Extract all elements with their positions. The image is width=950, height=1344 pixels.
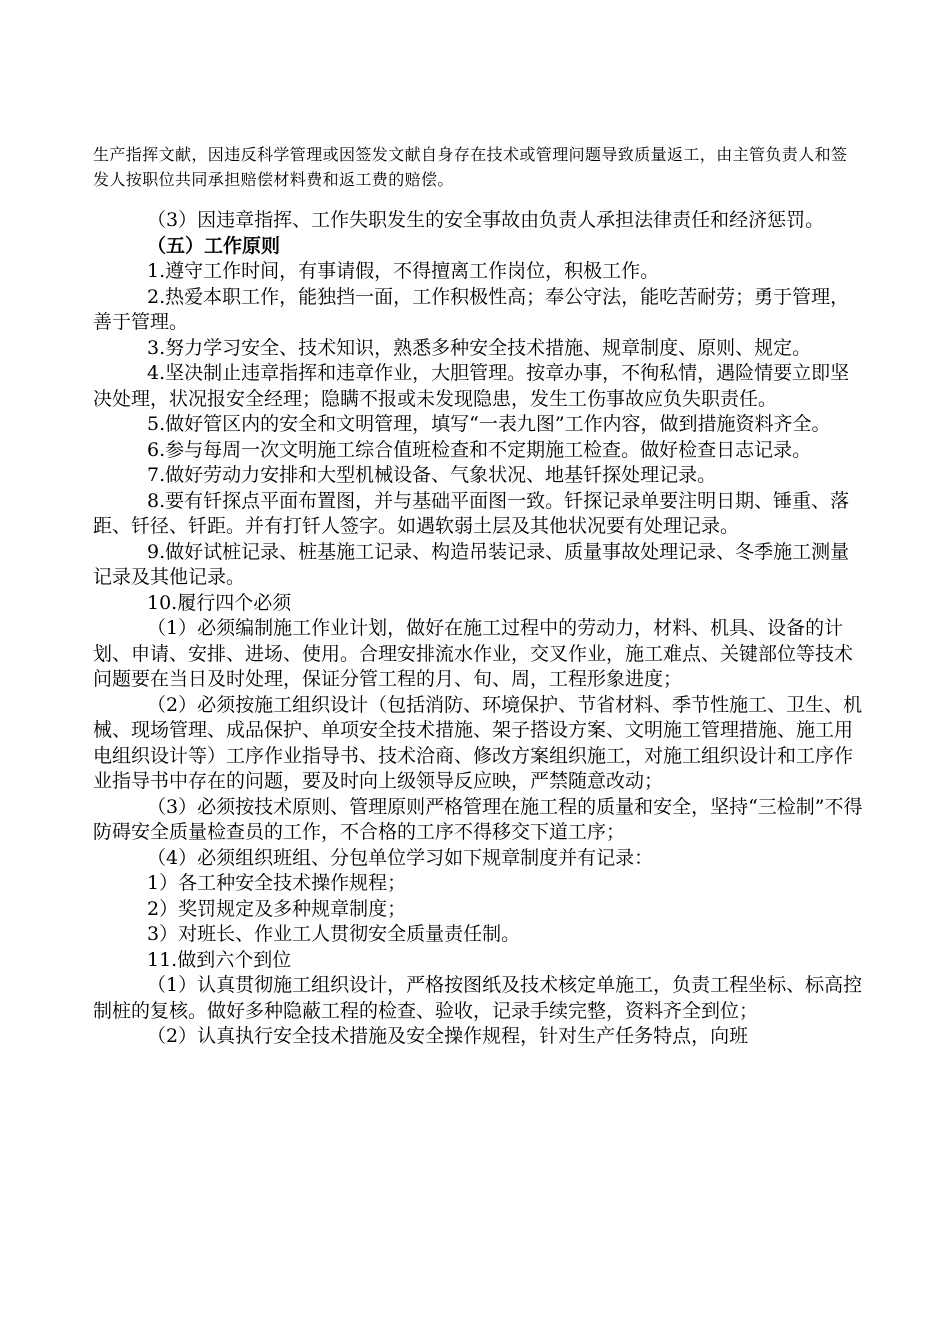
principle-5: 5.做好管区内的安全和文明管理，填写“一表九图”工作内容，做到措施资料齐全。 <box>147 413 831 435</box>
principle-1: 1.遵守工作时间，有事请假，不得擅离工作岗位，积极工作。 <box>147 260 660 282</box>
principle-8: 8.要有钎探点平面布置图，并与基础平面图一致。钎探记录单要注明日期、锤重、落距、钎径、钎距。并有打钎人签字。如遇软弱土层及其他状况要有处理记录。 <box>93 489 850 537</box>
in-place-item-2: （2）认真执行安全技术措施及安全操作规程，针对生产任务特点，向班 <box>147 1025 749 1047</box>
must-item-2: （2）必须按施工组织设计（包括消防、环境保护、节省材料、季节性施工、卫生、机械、现场管理、成品保护、单项安全技术措施、架子搭设方案、文明施工管理措施、施工用电组织设计等）工序作业指导书、技术洽商、修改方案组织施工，对施工组织设计和工序作业指导书中存在的问题，要及时向上级领导反应映，严禁随意改动； <box>93 693 863 792</box>
principle-4: 4.坚决制止违章指挥和违章作业，大胆管理。按章办事，不徇私情，遇险情要立即坚决处理，状况报安全经理；隐瞒不报或未发现隐患，发生工伤事故应负失职责任。 <box>93 362 850 410</box>
principle-2: 2.热爱本职工作，能独挡一面，工作积极性高；奉公守法，能吃苦耐劳；勇于管理，善于管理。 <box>93 285 850 333</box>
paragraph-continuation: 生产指挥文献，因违反科学管理或因签发文献自身存在技术或管理问题导致质量返工，由主管负责人和签发人按职位共同承担赔偿材料费和返工费的赔偿。 <box>93 145 848 189</box>
principle-9: 9.做好试桩记录、桩基施工记录、构造吊装记录、质量事故处理记录、冬季施工测量记录及其他记录。 <box>93 540 850 588</box>
must-item-3: （3）必须按技术原则、管理原则严格管理在施工程的质量和安全，坚持“三检制”不得防碍安全质量检查员的工作，不合格的工序不得移交下道工序； <box>93 795 863 843</box>
in-place-item-1: （1）认真贯彻施工组织设计，严格按图纸及技术核定单施工，负责工程坐标、标高控制桩的复核。做好多种隐蔽工程的检查、验收，记录手续完整，资料齐全到位； <box>93 974 863 1022</box>
must-subitem-2: 2）奖罚规定及多种规章制度； <box>147 897 407 920</box>
section-heading-work-principles: （五）工作原则 <box>147 234 281 257</box>
document-page <box>93 126 863 1050</box>
principle-3: 3.努力学习安全、技术知识，熟悉多种安全技术措施、规章制度、原则、规定。 <box>147 336 812 359</box>
principle-6: 6.参与每周一次文明施工综合值班检查和不定期施工检查。做好检查日志记录。 <box>147 438 812 461</box>
principle-10-heading: 10.履行四个必须 <box>147 591 292 614</box>
must-subitem-1: 1）各工种安全技术操作规程； <box>147 872 407 894</box>
paragraph-penalty-3: （3）因违章指挥、工作失职发生的安全事故由负责人承担法律责任和经济惩罚。 <box>147 209 825 231</box>
must-subitem-3: 3）对班长、作业工人贯彻安全质量责任制。 <box>147 923 521 945</box>
principle-11-heading: 11.做到六个到位 <box>147 948 292 971</box>
principle-7: 7.做好劳动力安排和大型机械设备、气象状况、地基钎探处理记录。 <box>147 464 717 486</box>
must-item-1: （1）必须编制施工作业计划，做好在施工过程中的劳动力，材料、机具、设备的计划、申请、安排、进场、使用。合理安排流水作业，交叉作业，施工难点、关键部位等技术问题要在当日及时处理，保证分管工程的月、旬、周，工程形象进度； <box>93 617 854 690</box>
must-item-4: （4）必须组织班组、分包单位学习如下规章制度并有记录： <box>147 846 654 869</box>
